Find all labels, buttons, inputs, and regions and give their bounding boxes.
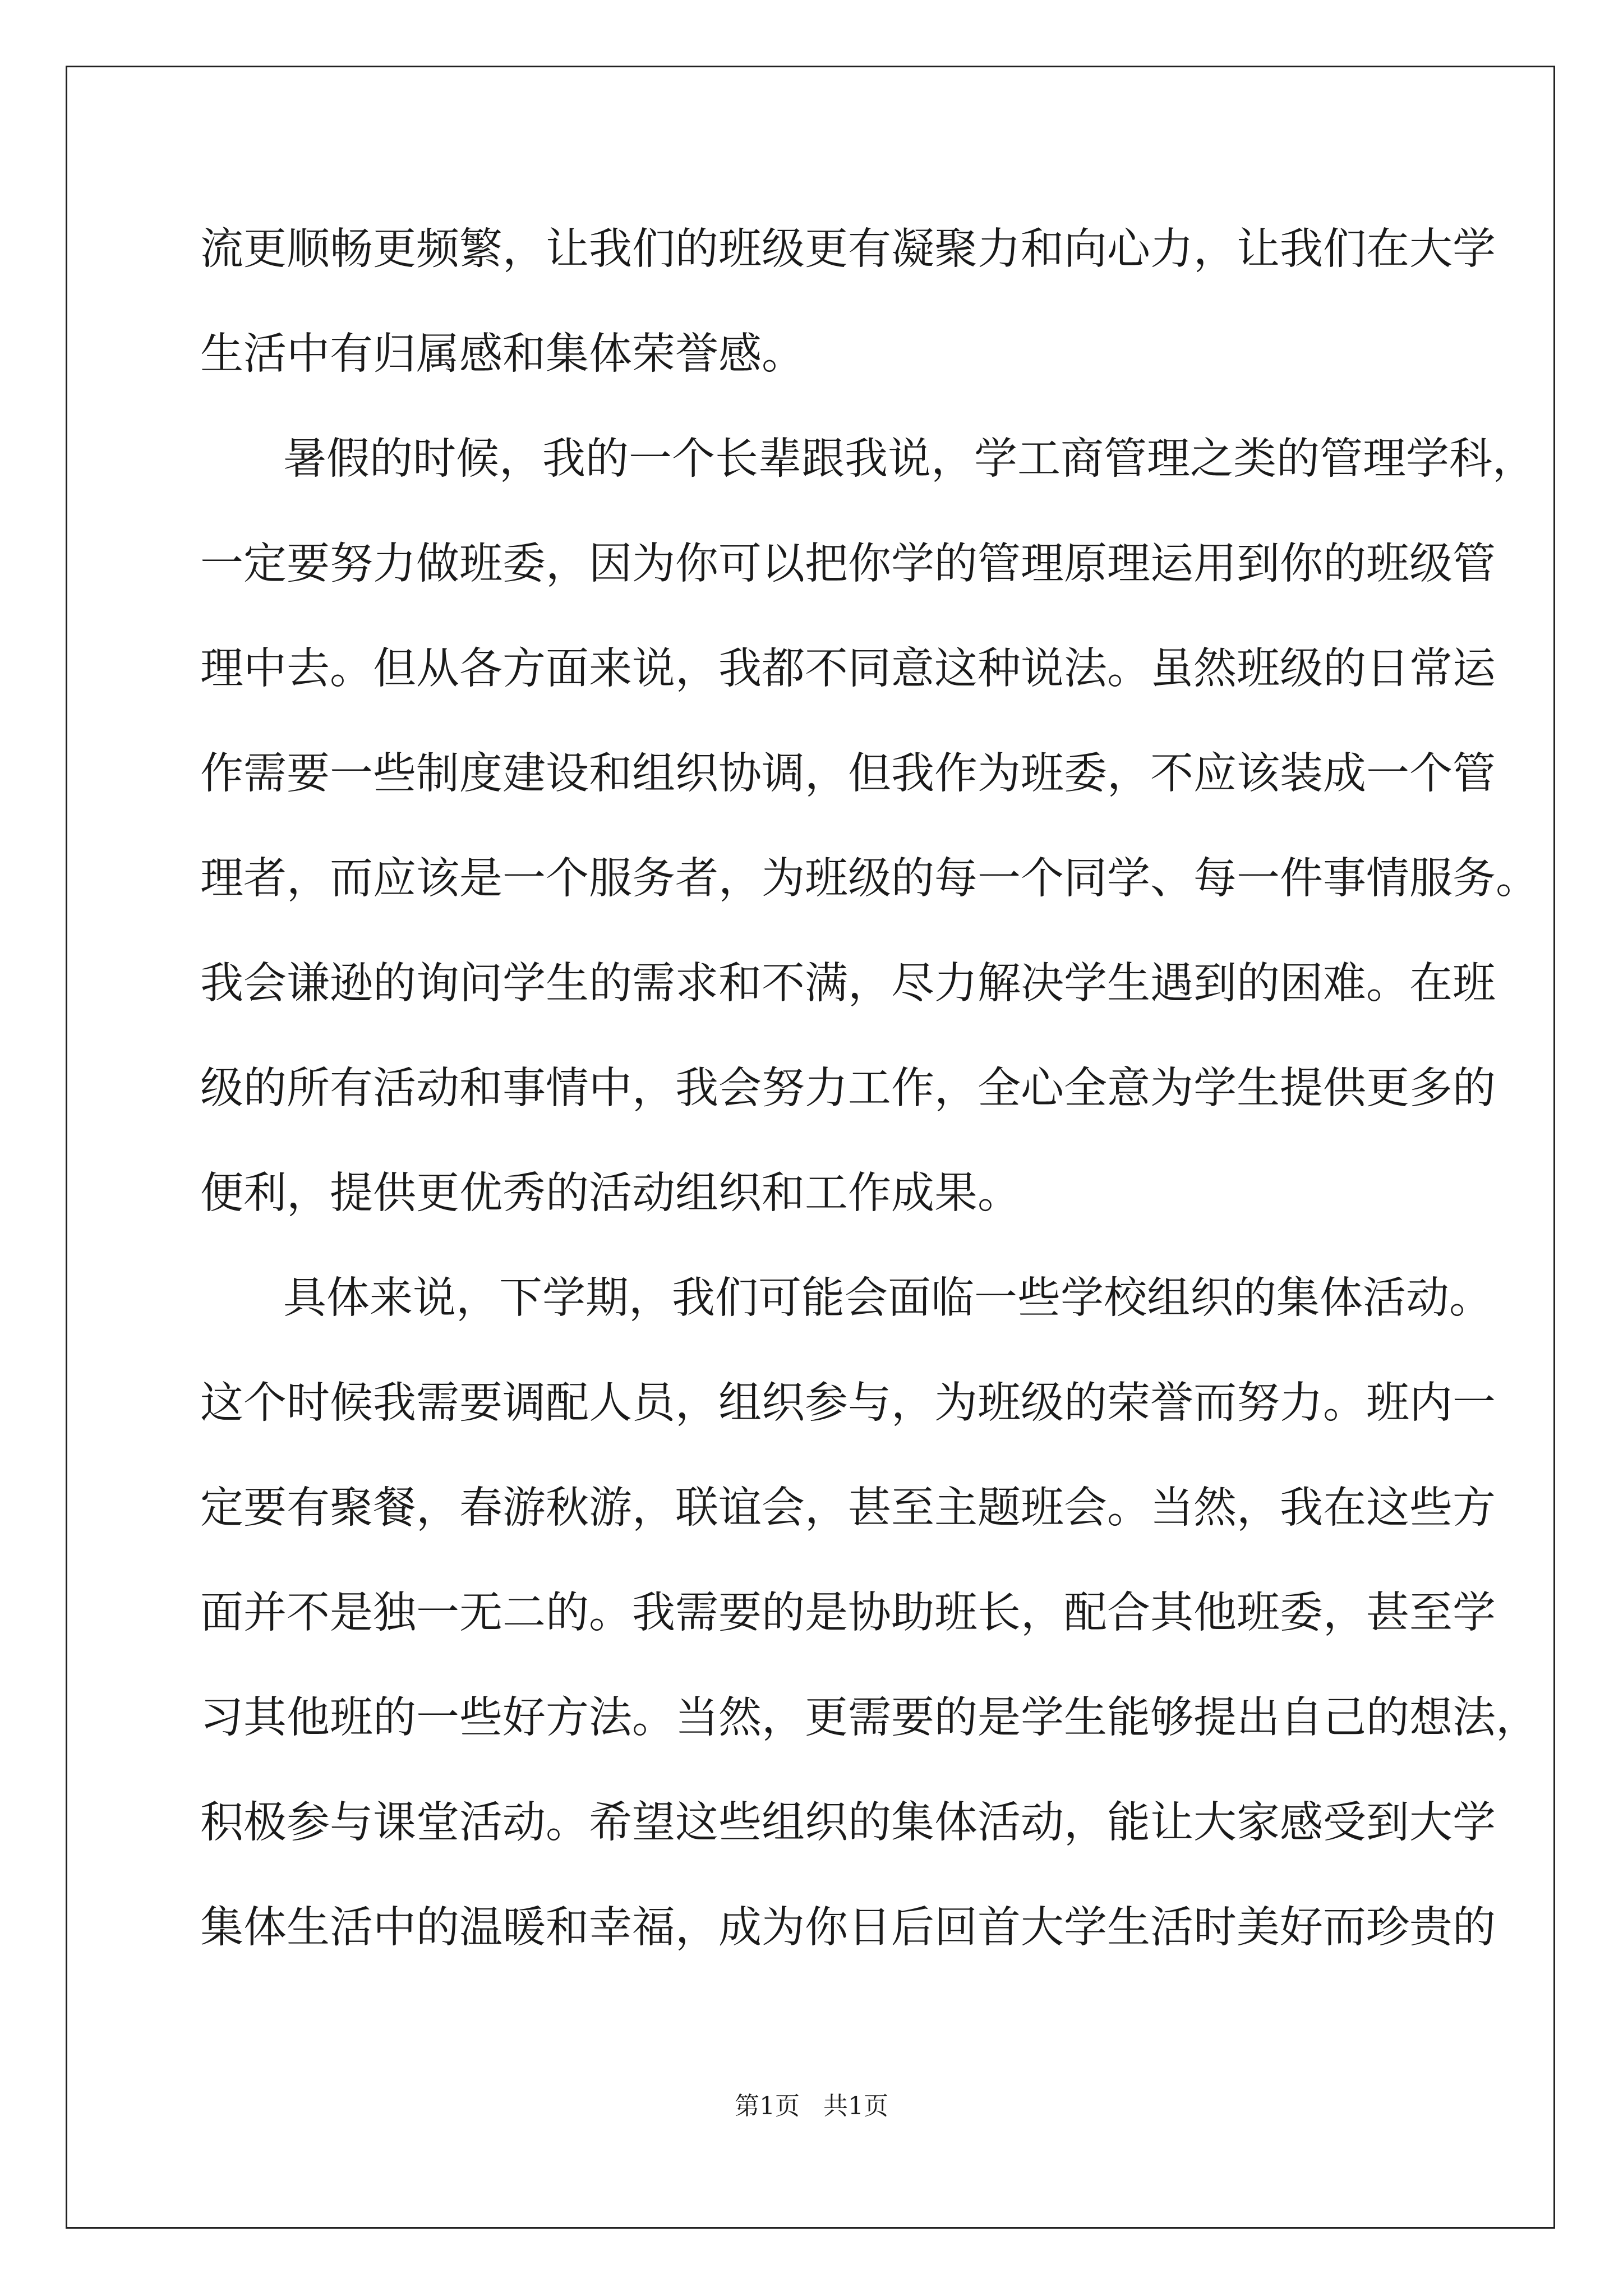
- text-line: 面并不是独一无二的。我需要的是协助班长，配合其他班委，甚至学: [200, 1588, 1496, 1638]
- page-number-footer: 第1页 共1页: [735, 2092, 888, 2120]
- document-body: [200, 208, 1539, 1991]
- text-line: 集体生活中的温暖和幸福，成为你日后回首大学生活时美好而珍贵的: [200, 1903, 1496, 1953]
- text-line: 定要有聚餐，春游秋游，联谊会，甚至主题班会。当然，我在这些方: [200, 1483, 1496, 1533]
- text-line: 流更顺畅更频繁，让我们的班级更有凝聚力和向心力，让我们在大学: [200, 224, 1496, 274]
- text-line: 理者，而应该是一个服务者，为班级的每一个同学、每一件事情服务。: [200, 854, 1539, 904]
- paragraph-start-line: 暑假的时候，我的一个长辈跟我说，学工商管理之类的管理学科，: [283, 434, 1536, 484]
- text-line: 生活中有归属感和集体荣誉感。: [200, 329, 805, 379]
- text-line: 习其他班的一些好方法。当然，更需要的是学生能够提出自己的想法，: [200, 1693, 1539, 1743]
- text-line: 理中去。但从各方面来说，我都不同意这种说法。虽然班级的日常运: [200, 644, 1496, 694]
- text-line: 级的所有活动和事情中，我会努力工作，全心全意为学生提供更多的: [200, 1064, 1496, 1114]
- text-line: 作需要一些制度建设和组织协调，但我作为班委，不应该装成一个管: [200, 749, 1496, 799]
- text-line: 积极参与课堂活动。希望这些组织的集体活动，能让大家感受到大学: [200, 1798, 1496, 1848]
- paragraph-start-line: 具体来说，下学期，我们可能会面临一些学校组织的集体活动。: [283, 1273, 1492, 1323]
- text-line: 便利，提供更优秀的活动组织和工作成果。: [200, 1168, 1021, 1218]
- text-line: 我会谦逊的询问学生的需求和不满，尽力解决学生遇到的困难。在班: [200, 959, 1496, 1009]
- text-line: 一定要努力做班委，因为你可以把你学的管理原理运用到你的班级管: [200, 539, 1496, 589]
- text-line: 这个时候我需要调配人员，组织参与，为班级的荣誉而努力。班内一: [200, 1378, 1496, 1428]
